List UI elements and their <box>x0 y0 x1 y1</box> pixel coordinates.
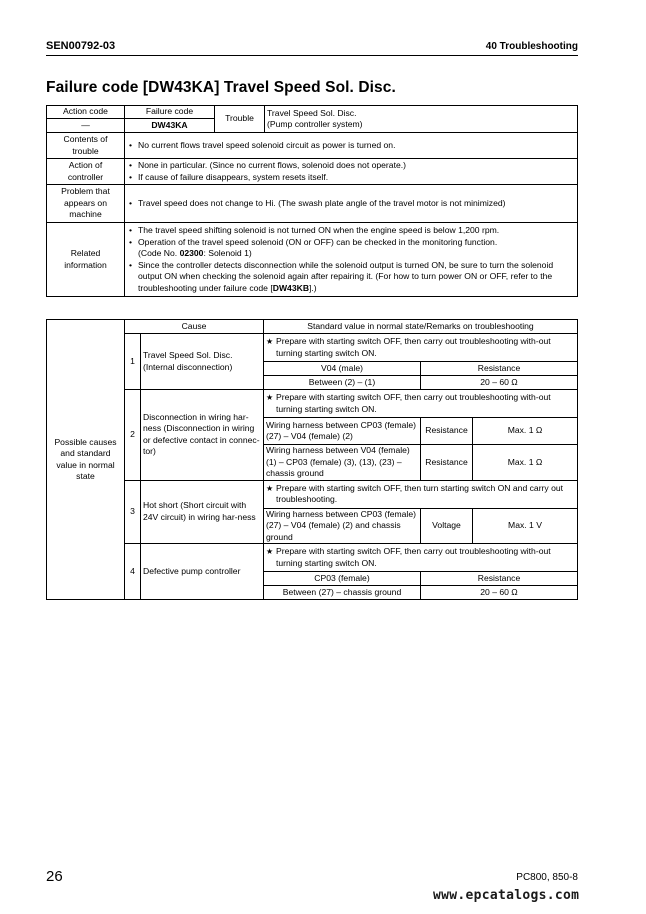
related-2-post: : Solenoid 1) <box>203 248 252 258</box>
trouble-line-2: (Pump controller system) <box>267 119 363 129</box>
action-bullet-2: • If cause of failure disappears, system resets itself. <box>129 172 575 184</box>
problem-label-line-3: machine <box>69 209 102 220</box>
problem-label-line-2: appears on <box>63 197 107 208</box>
trouble-line-1: Travel Speed Sol. Disc. <box>267 107 357 118</box>
related-label <box>47 223 125 297</box>
watermark: www.epcatalogs.com <box>433 888 580 903</box>
cause-1-note <box>264 334 578 362</box>
cause-3-check-1-kind: Voltage <box>421 508 473 544</box>
cause-4-resistance-header: Resistance <box>421 572 578 586</box>
related-bullet-2 <box>129 237 575 260</box>
cause-3-check-1: Wiring harness between CP03 (female) (27) – V04 (female) (2) and chassis ground <box>264 508 421 544</box>
cause-2-check-1-kind: Resistance <box>421 418 473 445</box>
contents-label-line-1: Contents of <box>63 134 108 144</box>
cause-1-star-note: ★ Prepare with starting switch OFF, then carry out troubleshooting with-out turning starting switch ON. <box>266 336 575 359</box>
cause-4-connector-header: CP03 (female) <box>264 572 421 586</box>
related-bullet-1: • The travel speed shifting solenoid is not turned ON when the engine speed is below 1,200 rpm. <box>129 225 575 237</box>
document-code: SEN00792-03 <box>46 40 116 52</box>
cause-4-title: Defective pump controller <box>141 544 264 600</box>
action-text <box>125 159 578 185</box>
problem-label <box>47 185 125 223</box>
header-rule <box>46 55 578 56</box>
cause-header: Cause <box>125 320 264 334</box>
cause-2-check-1: Wiring harness between CP03 (female) (27) – V04 (female) (2) <box>264 418 421 445</box>
page-number: 26 <box>46 868 63 885</box>
trouble-description <box>265 106 578 133</box>
action-code-value: — <box>47 119 125 133</box>
standard-value-header: Standard value in normal state/Remarks on troubleshooting <box>264 320 578 334</box>
cause-1-standard-value: 20 – 60 Ω <box>421 376 578 390</box>
cause-4-measure-point: Between (27) – chassis ground <box>264 586 421 600</box>
cause-2-check-1-value: Max. 1 Ω <box>473 418 578 445</box>
related-3-code: DW43KB <box>272 282 310 293</box>
problem-text <box>125 185 578 223</box>
related-label-line-2: information <box>64 259 107 270</box>
model-name: PC800, 850-8 <box>516 872 578 883</box>
related-3-pre: Since the controller detects disconnection while the solenoid output is turned ON, be sure to turn the solenoid output ON when checking the solenoid again after repairing it. (For how to turn power ON or OFF, refer to the troubleshooting under failure code [ <box>138 259 554 293</box>
contents-text <box>125 133 578 159</box>
cause-2-number: 2 <box>125 390 141 481</box>
cause-2-check-2-value: Max. 1 Ω <box>473 445 578 481</box>
cause-1-resistance-header: Resistance <box>421 362 578 376</box>
failure-info-table <box>46 105 578 297</box>
failure-code-header: Failure code <box>125 106 215 119</box>
related-2-code: 02300 <box>179 248 204 258</box>
trouble-label: Trouble <box>215 106 265 133</box>
related-2-pre: (Code No. <box>138 248 180 258</box>
cause-1-title: Travel Speed Sol. Disc. (Internal disconnection) <box>141 334 264 390</box>
cause-4-standard-value: 20 – 60 Ω <box>421 586 578 600</box>
action-bullet-1: • None in particular. (Since no current flows, solenoid does not operate.) <box>129 160 575 172</box>
cause-3-check-1-value: Max. 1 V <box>473 508 578 544</box>
cause-2-title: Disconnection in wiring har-ness (Disconnection in wiring or defective contact in connec-tor) <box>141 390 264 481</box>
contents-label-line-2: trouble <box>72 145 99 156</box>
related-2-line-a: Operation of the travel speed solenoid (ON or OFF) can be checked in the monitoring function. <box>138 236 498 247</box>
cause-3-star-note: ★ Prepare with starting switch OFF, then turn starting switch ON and carry out troubleshooting. <box>266 483 575 506</box>
problem-bullet: • Travel speed does not change to Hi. (The swash plate angle of the travel motor is not minimized) <box>129 198 575 210</box>
cause-2-check-2-kind: Resistance <box>421 445 473 481</box>
cause-3-note <box>264 480 578 508</box>
causes-side-label: Possible causes and standard value in normal state <box>47 320 125 600</box>
contents-label <box>47 133 125 159</box>
cause-1-connector-header: V04 (male) <box>264 362 421 376</box>
contents-bullet: • No current flows travel speed solenoid circuit as power is turned on. <box>129 140 575 152</box>
cause-4-star-note: ★ Prepare with starting switch OFF, then carry out troubleshooting with-out turning starting switch ON. <box>266 546 575 569</box>
cause-3-number: 3 <box>125 480 141 544</box>
problem-label-line-1: Problem that <box>61 186 110 197</box>
action-label <box>47 159 125 185</box>
cause-1-number: 1 <box>125 334 141 390</box>
causes-table <box>46 319 578 600</box>
cause-3-title: Hot short (Short circuit with 24V circuit) in wiring har-ness <box>141 480 264 544</box>
section-title: 40 Troubleshooting <box>485 41 578 52</box>
page-title: Failure code [DW43KA] Travel Speed Sol. Disc. <box>46 79 396 96</box>
cause-4-note <box>264 544 578 572</box>
cause-2-note <box>264 390 578 418</box>
cause-2-check-2: Wiring harness between V04 (female) (1) – CP03 (female) (3), (13), (23) – chassis ground <box>264 445 421 481</box>
action-label-line-2: controller <box>67 171 104 182</box>
action-label-line-1: Action of <box>68 160 103 170</box>
related-bullet-3 <box>129 260 575 295</box>
related-3-post: ].) <box>309 282 317 293</box>
cause-4-number: 4 <box>125 544 141 600</box>
related-label-line-1: Related <box>70 248 101 258</box>
failure-code-value: DW43KA <box>125 119 215 133</box>
related-text <box>125 223 578 297</box>
cause-1-measure-point: Between (2) – (1) <box>264 376 421 390</box>
action-code-header: Action code <box>47 106 125 119</box>
cause-2-star-note: ★ Prepare with starting switch OFF, then carry out troubleshooting with-out turning starting switch ON. <box>266 392 575 415</box>
